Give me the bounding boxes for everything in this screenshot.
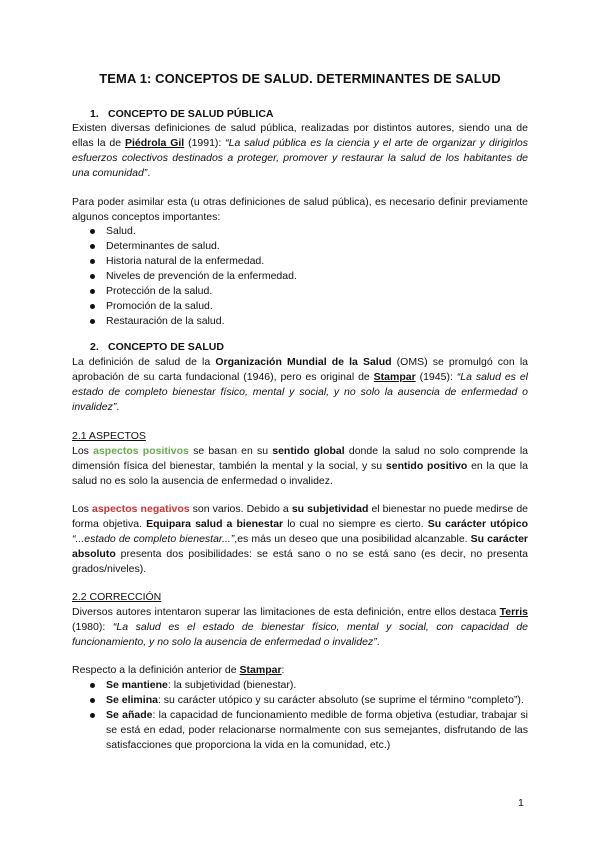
section-2-1-paragraph-2: Los aspectos negativos son varios. Debido a su subjetividad el bienestar no puede medirse de forma objetiva. Equipara salud a bienestar lo cual no siempre es cierto. Su carácter utópico “...estado de completo bienestar...”,es más un deseo que una posibilidad alcanzable. Su carácter absoluto presenta dos posibilidades: se está sano o no se está sano (es decir, no presenta grados/niveles). bbox=[72, 503, 528, 575]
section-2-heading: 2. CONCEPTO DE SALUD bbox=[90, 341, 224, 353]
quote-terris: “La salud es el estado de bienestar físico, mental y social, con capacidad de funcionamiento, y no solo la ausencia de enfermedad o invalidez” bbox=[72, 621, 529, 648]
author-terris: Terris bbox=[499, 606, 528, 618]
section-1-paragraph-1: Existen diversas definiciones de salud pública, realizadas por distintos autores, siendo una de ellas la de Piédrola Gil (1991): “La salud pública es la ciencia y el arte de organizar y dirigirlos esfuerzos colectivos destinados a proteger, promover y restaurar la salud de los habitantes de una comunidad”. bbox=[72, 122, 528, 179]
section-2-1-paragraph-1: Los aspectos positivos se basan en su sentido global donde la salud no solo comprende la dimensión física del bienestar, también la mental y la social, y su sentido positivo en la que la salud no es solo la ausencia de enfermedad o invalidez. bbox=[72, 445, 529, 487]
section-1-heading: 1. CONCEPTO DE SALUD PÚBLICA bbox=[90, 108, 274, 120]
concepts-list bbox=[72, 224, 528, 329]
negative-aspects-term: aspectos negativos bbox=[91, 503, 190, 515]
list-item: Determinantes de salud. bbox=[72, 239, 528, 254]
section-2-2-paragraph-1: Diversos autores intentaron superar las limitaciones de esta definición, entre ellos destaca Terris (1980): “La salud es el estado de bienestar físico, mental y social, con capacidad de funcionamiento, y no solo la ausencia de enfermedad o invalidez”. bbox=[72, 606, 529, 648]
author-stampar: Stampar bbox=[373, 371, 416, 383]
list-item: Historia natural de la enfermedad. bbox=[72, 254, 528, 269]
list-item: Promoción de la salud. bbox=[72, 299, 528, 314]
section-2-1-heading: 2.1 ASPECTOS bbox=[72, 430, 146, 442]
list-item: Salud. bbox=[72, 224, 528, 239]
quote-stampar: “La salud es el estado de completo bienestar físico, mental y social, y no solo la ausencia de enfermedad o invalidez” bbox=[72, 371, 529, 413]
list-item: Se mantiene: la subjetividad (bienestar). bbox=[72, 678, 528, 693]
positive-aspects-term: aspectos positivos bbox=[93, 445, 189, 457]
list-item: Protección de la salud. bbox=[72, 284, 528, 299]
author-piedrola-gil: Piédrola Gil bbox=[124, 137, 185, 149]
section-1-paragraph-2: Para poder asimilar esta (u otras definiciones de salud pública), es necesario definir previamente algunos conceptos importantes: bbox=[72, 196, 528, 223]
author-stampar-ref: Stampar bbox=[239, 664, 282, 676]
changes-list bbox=[72, 678, 528, 753]
section-2-paragraph-1: La definición de salud de la Organización Mundial de la Salud (OMS) se promulgó con la aprobación de su carta fundacional (1946), pero es original de Stampar (1945): “La salud es el estado de completo bienestar físico, mental y social, y no solo la ausencia de enfermedad o invalidez”. bbox=[72, 356, 529, 413]
list-item: Restauración de la salud. bbox=[72, 314, 528, 329]
list-item: Se añade: la capacidad de funcionamiento medible de forma objetiva (estudiar, trabajar si se está en edad, poder relacionarse normalmente con sus semejantes, disfrutando de las satisfacciones que proporciona la vida en la comunidad, etc.) bbox=[72, 708, 528, 753]
quote-piedrola: “La salud pública es la ciencia y el arte de organizar y dirigirlos esfuerzos colectivos destinados a proteger, promover y restaurar la salud de los habitantes de una comunidad” bbox=[72, 137, 528, 179]
list-item: Se elimina: su carácter utópico y su carácter absoluto (se suprime el término “completo”). bbox=[72, 693, 528, 708]
list-item: Niveles de prevención de la enfermedad. bbox=[72, 269, 528, 284]
section-2-2-paragraph-2: Respecto a la definición anterior de Stampar: bbox=[72, 664, 285, 676]
page-number: 1 bbox=[518, 797, 524, 809]
organization-name: Organización Mundial de la Salud bbox=[215, 356, 392, 368]
section-2-2-heading: 2.2 CORRECCIÓN bbox=[72, 591, 162, 603]
document-title: TEMA 1: CONCEPTOS DE SALUD. DETERMINANTES DE SALUD bbox=[99, 71, 501, 86]
